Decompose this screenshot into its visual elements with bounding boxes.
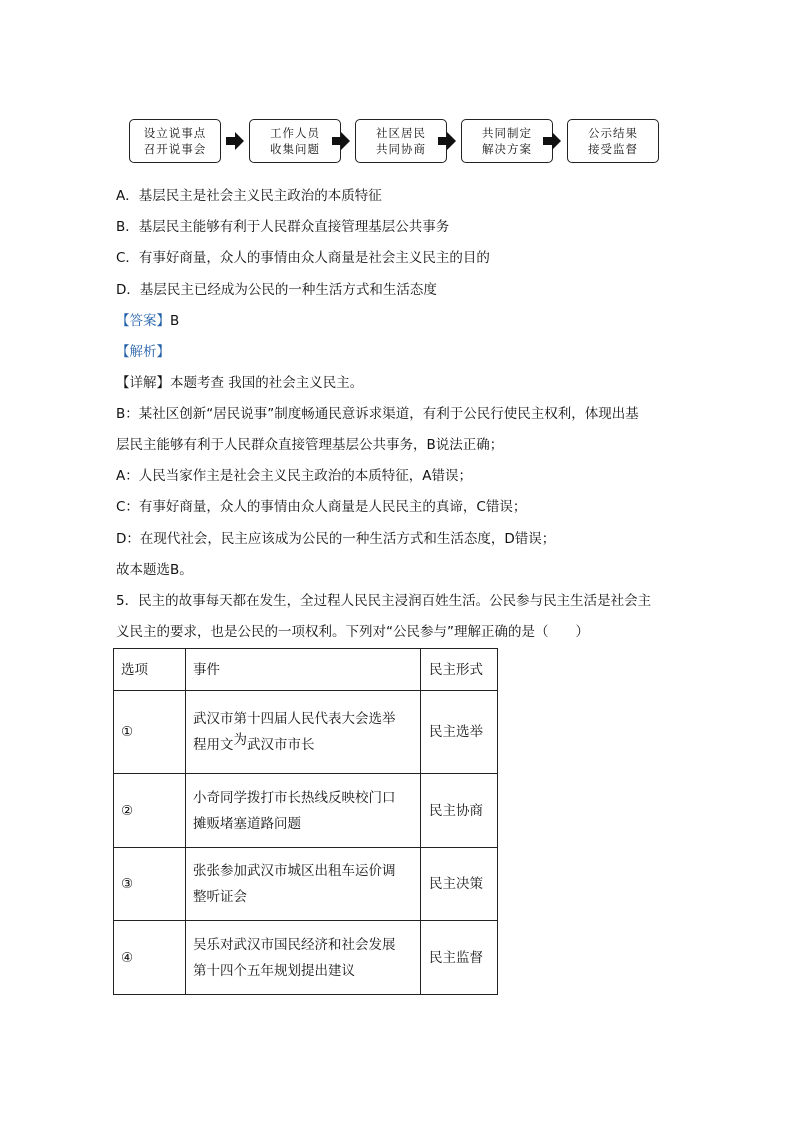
- option-cell: ①: [114, 691, 186, 774]
- answer-value: B: [170, 313, 180, 329]
- flow-step-line: 设立说事点: [143, 126, 207, 140]
- detail-text: 本题考查 我国的社会主义民主。: [170, 375, 364, 391]
- event-line: 整听证会: [193, 889, 247, 905]
- question-5-line: 义民主的要求，也是公民的一项权利。下列对“公民参与”理解正确的是（ ）: [116, 624, 589, 640]
- option-a: A．基层民主是社会主义民主政治的本质特征: [116, 188, 382, 204]
- flow-step-line: 召开说事会: [143, 142, 207, 156]
- event-text: 为: [233, 732, 247, 748]
- event-line: 第十四个五年规划提出建议: [193, 962, 355, 979]
- flow-step-4: [461, 119, 553, 163]
- event-line: 武汉市第十四届人民代表大会选举: [193, 711, 396, 727]
- arrow-right-icon: [225, 131, 245, 151]
- event-text: 武汉市市长: [247, 737, 315, 753]
- table-header-row: [114, 649, 498, 691]
- question-5-line: 5．民主的故事每天都在发生，全过程人民民主浸润百姓生活。公民参与民主生活是社会主: [116, 593, 652, 609]
- explanation-line: B：某社区创新“居民说事”制度畅通民意诉求渠道，有利于公民行使民主权利，体现出基: [116, 406, 639, 422]
- event-line: 张张参加武汉市城区出租车运价调: [193, 863, 396, 879]
- flow-step-line: 解决方案: [482, 142, 532, 156]
- flow-step-1: [129, 119, 221, 163]
- event-cell: [186, 774, 421, 848]
- answer-line: [116, 311, 179, 331]
- flow-step-line: 共同协商: [376, 142, 426, 156]
- explanation-line: A：人民当家作主是社会主义民主政治的本质特征，A错误；: [116, 468, 472, 484]
- arrow-right-icon: [437, 131, 457, 151]
- explanation-line: C：有事好商量，众人的事情由众人商量是人民民主的真谛，C错误；: [116, 499, 527, 515]
- flow-step-line: 工作人员: [270, 126, 320, 140]
- event-line: 小奇同学拨打市长热线反映校门口: [193, 789, 396, 806]
- explanation-line: 层民主能够有利于人民群众直接管理基层公共事务，B说法正确；: [116, 437, 504, 453]
- event-line: 摊贩堵塞道路问题: [193, 815, 301, 832]
- event-cell: [186, 848, 421, 921]
- analysis-tag: 【解析】: [116, 344, 170, 360]
- flow-step-line: 接受监督: [588, 142, 638, 156]
- option-b: B．基层民主能够有利于人民群众直接管理基层公共事务: [116, 219, 450, 235]
- detail-tag: 【详解】: [116, 375, 170, 391]
- table-row: [114, 848, 498, 921]
- table-header-cell: 选项: [114, 649, 186, 691]
- explanation-line: 故本题选B。: [116, 562, 193, 578]
- table-header-cell: 民主形式: [421, 649, 498, 691]
- event-cell: [186, 691, 421, 774]
- form-cell: 民主监督: [421, 921, 498, 995]
- flow-step-3: [355, 119, 447, 163]
- event-line: 吴乐对武汉市国民经济和社会发展: [193, 936, 396, 953]
- answer-tag: 【答案】: [116, 313, 170, 329]
- event-text: 程用文: [193, 737, 234, 753]
- event-line: [193, 732, 420, 758]
- flow-step-line: 公示结果: [588, 126, 638, 140]
- arrow-right-icon: [331, 131, 351, 151]
- table-row: [114, 774, 498, 848]
- option-d: D．基层民主已经成为公民的一种生活方式和生活态度: [116, 282, 437, 298]
- flow-step-line: 社区居民: [376, 126, 426, 140]
- form-cell: 民主决策: [421, 848, 498, 921]
- option-cell: ④: [114, 921, 186, 995]
- option-cell: ③: [114, 848, 186, 921]
- explanation-line: D：在现代社会，民主应该成为公民的一种生活方式和生活态度，D错误；: [116, 531, 556, 547]
- flow-diagram: [129, 119, 649, 165]
- table-header-cell: 事件: [186, 649, 421, 691]
- flow-step-line: 收集问题: [270, 142, 320, 156]
- events-table: [113, 648, 498, 995]
- detail-line: [116, 373, 363, 393]
- option-cell: ②: [114, 774, 186, 848]
- arrow-right-icon: [542, 131, 562, 151]
- flow-step-2: [249, 119, 341, 163]
- flow-step-line: 共同制定: [482, 126, 532, 140]
- event-cell: [186, 921, 421, 995]
- analysis-line: [116, 342, 170, 362]
- option-c: C．有事好商量，众人的事情由众人商量是社会主义民主的目的: [116, 250, 490, 266]
- table-row: [114, 691, 498, 774]
- flow-step-5: [567, 119, 659, 163]
- form-cell: 民主选举: [421, 691, 498, 774]
- table-row: [114, 921, 498, 995]
- form-cell: 民主协商: [421, 774, 498, 848]
